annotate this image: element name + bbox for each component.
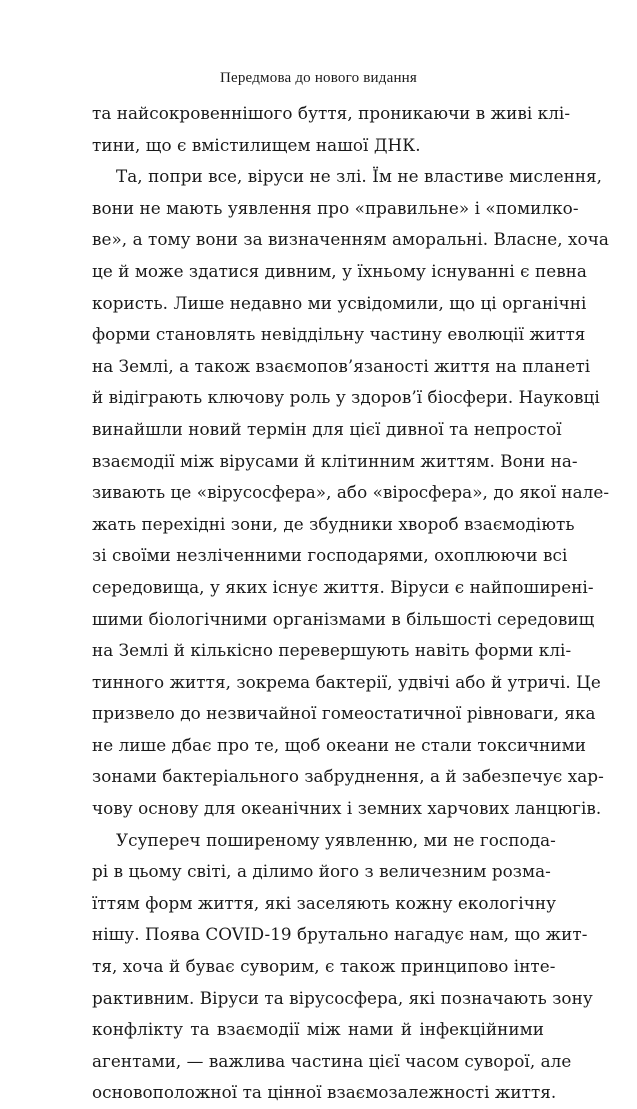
text-line: рактивним. Віруси та вірусосфера, які позначають зону [92, 987, 593, 1008]
text-line: це й може здатися дивним, у їхньому існуванні є певна [92, 260, 587, 281]
text-line: форми становлять невіддільну частину еволюції життя [92, 324, 586, 345]
text-line: на Землі, а також взаємопов’язаності життя на планеті [92, 355, 591, 376]
paragraph [92, 98, 571, 161]
text-line: зі своїми незліченними господарями, охоплюючи всі [92, 545, 568, 566]
text-line: тя, хоча й буває суворим, є також принципово інте- [92, 956, 556, 977]
running-header: Передмова до нового видання [219, 70, 418, 86]
text-line: конфлікту та взаємодії між нами й інфекційними [92, 1019, 544, 1040]
text-line: винайшли новий термін для цієї дивної та непростої [92, 418, 562, 439]
text-line: рі в цьому світі, а ділимо його з величезним розма- [92, 861, 551, 882]
text-line: агентами, — важлива частина цієї часом суворої, але [92, 1050, 572, 1071]
text-line: ве», а тому вони за визначенням аморальні. Власне, хоча [92, 229, 609, 250]
text-line: взаємодії між вірусами й клітинним життям. Вони на- [92, 450, 578, 471]
text-line: та найсокровеннішого буття, проникаючи в живі клі- [92, 103, 571, 123]
text-line: жать перехідні зони, де збудники хвороб взаємодіють [92, 513, 575, 534]
text-line: на Землі й кількісно перевершують навіть форми клі- [92, 640, 572, 661]
paragraph [92, 825, 593, 1109]
text-line: призвело до незвичайної гомеостатичної рівноваги, яка [92, 703, 596, 724]
text-line: нішу. Поява COVID-19 брутально нагадує нам, що жит- [92, 924, 588, 945]
text-line: не лише дбає про те, щоб океани не стали токсичними [92, 734, 586, 755]
text-line: тинного життя, зокрема бактерії, удвічі або й утричі. Це [92, 671, 601, 692]
text-line: основоположної та цінної взаємозалежності життя. [92, 1082, 557, 1103]
text-line: тини, що є вмістилищем нашої ДНК. [92, 134, 421, 155]
text-line: середовища, у яких існує життя. Віруси є найпоширені- [92, 576, 594, 597]
text-line: шими біологічними організмами в більшості середовищ [92, 608, 595, 629]
text-line: Та, попри все, віруси не злі. Їм не властиве мислення, [116, 166, 603, 187]
text-line: вони не мають уявлення про «правильне» і «помилко- [92, 197, 579, 218]
text-line: Усупереч поширеному уявленню, ми не господа- [116, 829, 556, 850]
text-line: зонами бактеріального забруднення, а й забезпечує хар- [92, 766, 604, 787]
paragraph [92, 161, 610, 824]
text-line: й відіграють ключову роль у здоров’ї біосфери. Науковці [92, 387, 600, 408]
text-line: зивають це «вірусосфера», або «віросфера», до якої нале- [92, 482, 610, 503]
page-body [92, 98, 610, 1109]
text-line: чову основу для океанічних і земних харчових ланцюгів. [92, 798, 602, 819]
text-line: їттям форм життя, які заселяють кожну екологічну [92, 892, 557, 913]
text-line: користь. Лише недавно ми усвідомили, що ці органічні [92, 292, 587, 313]
